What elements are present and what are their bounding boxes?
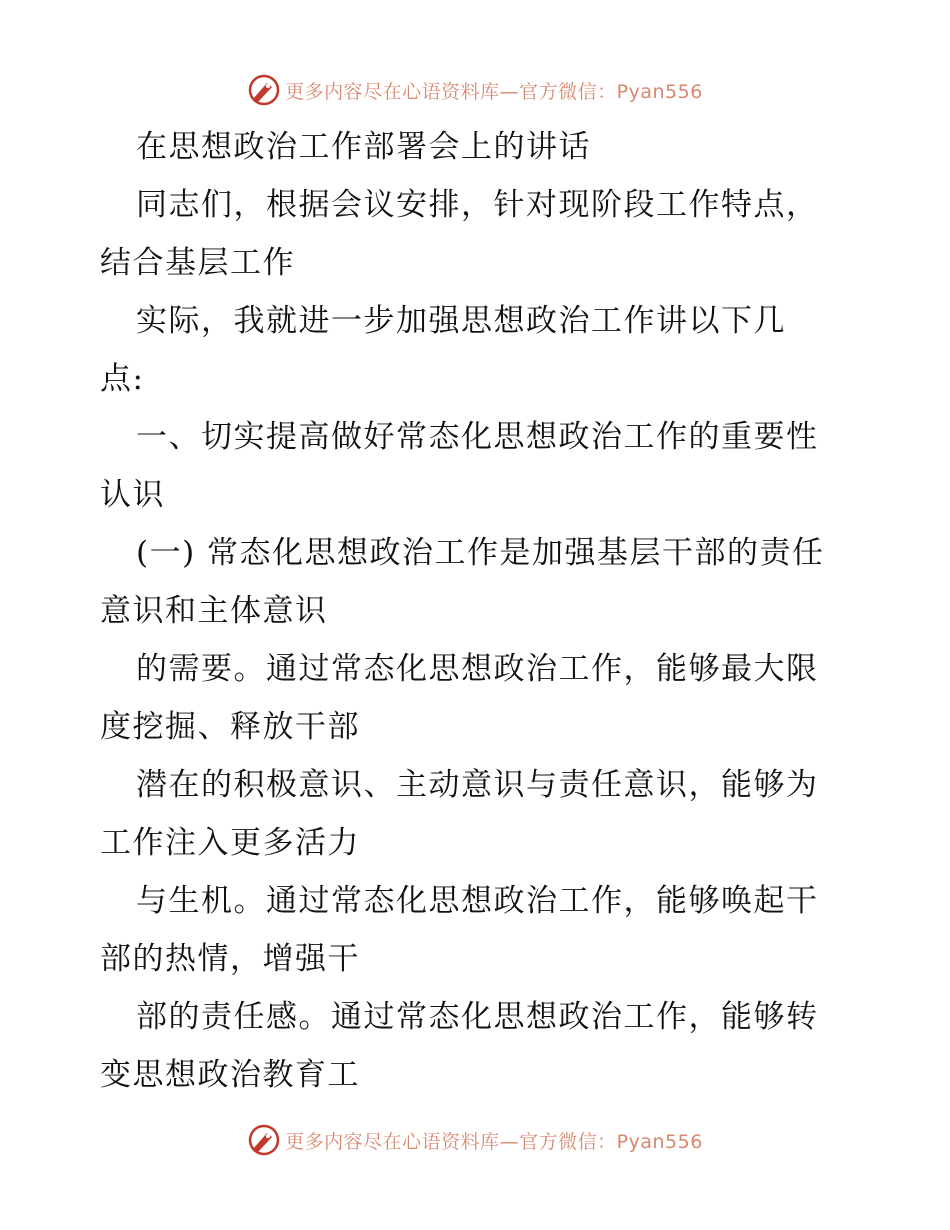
paragraph-line: 度挖掘、释放干部: [100, 709, 360, 745]
subsection-heading-cont: 意识和主体意识: [100, 593, 328, 629]
watermark-text: 更多内容尽在心语资料库—官方微信：Pyan556: [285, 1130, 703, 1153]
paragraph-line: 变思想政治教育工: [100, 1057, 360, 1093]
paragraph-line: 结合基层工作: [100, 245, 295, 281]
paragraph-line: 部的热情，增强干: [100, 941, 360, 977]
footer-watermark-banner: [0, 1120, 950, 1160]
section-heading-cont: 认识: [100, 477, 165, 513]
header-watermark-banner: [0, 70, 950, 110]
watermark-text: 更多内容尽在心语资料库—官方微信：Pyan556: [285, 80, 703, 103]
document-title: 在思想政治工作部署会上的讲话: [136, 129, 591, 165]
paragraph-line: 工作注入更多活力: [100, 825, 360, 861]
paragraph-line: 潜在的积极意识、主动意识与责任意识，能够为: [136, 767, 819, 803]
document-body: [100, 118, 860, 1104]
paragraph-line: 点:: [100, 361, 145, 397]
paragraph-line: 同志们，根据会议安排，针对现阶段工作特点，: [136, 187, 819, 223]
paragraph-line: 实际，我就进一步加强思想政治工作讲以下几: [136, 303, 786, 339]
paragraph-line: 部的责任感。通过常态化思想政治工作，能够转: [136, 999, 819, 1035]
pen-nib-logo-icon: [247, 73, 281, 107]
paragraph-line: 的需要。通过常态化思想政治工作，能够最大限: [136, 651, 819, 687]
pen-nib-logo-icon: [247, 1123, 281, 1157]
subsection-heading: (一) 常态化思想政治工作是加强基层干部的责任: [136, 535, 825, 571]
section-heading: 一、切实提高做好常态化思想政治工作的重要性: [136, 419, 819, 455]
paragraph-line: 与生机。通过常态化思想政治工作，能够唤起干: [136, 883, 819, 919]
